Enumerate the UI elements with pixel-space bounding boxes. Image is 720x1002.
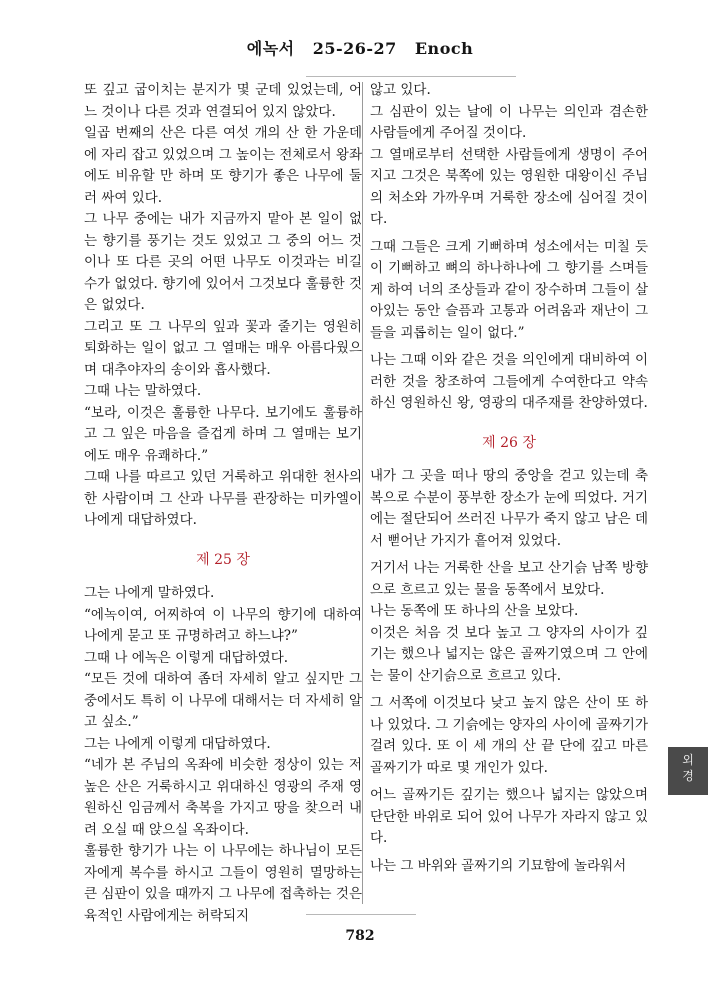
running-header [0, 36, 720, 59]
chapter-heading-26: 제 26 장 [482, 434, 536, 451]
header-title: 에녹서 [246, 39, 295, 58]
paragraph: 그때 나를 따르고 있던 거룩하고 위대한 천사의 한 사람이며 그 산과 나무를 관장하는 미카엘이 나에게 대답하였다. [84, 469, 362, 528]
footer-rule [306, 914, 416, 915]
paragraph: 훌륭한 향기가 나는 이 나무에는 하나님이 모든 자에게 복수를 하시고 그들이 영원히 멸망하는 큰 심판이 있을 때까지 그 나무에 접촉하는 것은 육적인 사람에게는 허락되지 [84, 843, 362, 924]
paragraph: 않고 있다. [370, 82, 431, 98]
chapter-heading-25: 제 25 장 [196, 551, 250, 568]
paragraph: 그때 그들은 크게 기뻐하며 성소에서는 미칠 듯이 기뻐하고 뼈의 하나하나에 그 향기를 스며들게 하여 너의 조상들과 같이 장수하며 그들이 살아있는 동안 슬픔과 고통과 어려움과 재난이 그들을 괴롭히는 일이 없다.” [370, 238, 648, 341]
paragraph: “모든 것에 대하여 좀더 자세히 알고 싶지만 그 중에서도 특히 이 나무에 대해서는 더 자세히 알고 싶소.” [84, 671, 362, 730]
paragraph: 나는 그때 이와 같은 것을 의인에게 대비하여 이러한 것을 창조하여 그들에게 수여한다고 약속하신 영원하신 왕, 영광의 대주재를 찬양하였다. [370, 352, 648, 411]
paragraph: 그는 나에게 말하였다. [84, 585, 215, 601]
paragraph: 그 열매로부터 선택한 사람들에게 생명이 주어지고 그것은 북쪽에 있는 영원한 대왕이신 주님의 처소와 가까우며 거룩한 장소에 심어질 것이다. [370, 146, 648, 227]
right-column [370, 80, 648, 877]
paragraph: 어느 골짜기든 깊기는 했으나 넓지는 않았으며 단단한 바위로 되어 있어 나무가 자라지 않고 있다. [370, 787, 648, 846]
paragraph: “에녹이여, 어찌하여 이 나무의 향기에 대하여 나에게 묻고 또 규명하려고 하느냐?” [84, 606, 362, 644]
paragraph: 거기서 나는 거룩한 산을 보고 산기슭 남쪽 방향으로 흐르고 있는 물을 동쪽에서 보았다. [370, 560, 648, 598]
paragraph: 내가 그 곳을 떠나 땅의 중앙을 걷고 있는데 축복으로 수분이 풍부한 장소가 눈에 띄었다. 거기에는 절단되어 쓰러진 나무가 죽지 않고 남은 데서 뻗어난 가지가 흩어져 있었다. [370, 468, 648, 549]
tab-char: 경 [682, 769, 694, 783]
page-number: 782 [345, 928, 375, 944]
paragraph: “보라, 이것은 훌륭한 나무다. 보기에도 훌륭하고 그 잎은 마음을 즐겁게 하며 그 열매는 보기에도 매우 유쾌하다.” [84, 404, 362, 464]
paragraph: 일곱 번째의 산은 다른 여섯 개의 산 한 가운데에 자리 잡고 있었으며 그 높이는 전체로서 왕좌에도 비유할 만 하며 또 향기가 좋은 나무에 둘러 싸여 있다. [84, 125, 362, 206]
paragraph: 그는 나에게 이렇게 대답하였다. [84, 735, 271, 752]
paragraph: 또 깊고 굽이치는 분지가 몇 군데 있었는데, 어느 것이나 다른 것과 연결되어 있지 않았다. [84, 82, 362, 120]
paragraph: 그때 나는 말하였다. [84, 383, 202, 399]
paragraph: 그리고 또 그 나무의 잎과 꽃과 줄기는 영원히 퇴화하는 일이 없고 그 열매는 매우 아름다웠으며 대추야자의 송이와 흡사했다. [84, 318, 362, 378]
paragraph: 이것은 처음 것 보다 높고 그 양자의 사이가 깊기는 했으나 넓지는 않은 골짜기였으며 그 안에는 물이 산기슭으로 흐르고 있다. [370, 624, 648, 684]
paragraph: 나는 그 바위와 골짜기의 기묘함에 놀라워서 [370, 857, 627, 874]
header-rule [306, 76, 516, 77]
paragraph: 그 심판이 있는 날에 이 나무는 의인과 겸손한 사람들에게 주어질 것이다. [370, 103, 648, 141]
paragraph: “네가 본 주님의 옥좌에 비슷한 정상이 있는 저 높은 산은 거룩하시고 위대하신 영광의 주재 영원하신 임금께서 축복을 가지고 땅을 찾으러 내려 오실 때 앉으실 옥좌이다. [84, 757, 362, 838]
tab-char: 외 [682, 753, 694, 767]
paragraph: 그 서쪽에 이것보다 낮고 높지 않은 산이 또 하나 있었다. 그 기슭에는 양자의 사이에 골짜기가 걸려 있다. 또 이 세 개의 산 끝 단에 깊고 마른 골짜기가 따로 몇 개인가 있다. [370, 695, 648, 776]
paragraph: 그때 나 에녹은 이렇게 대답하였다. [84, 649, 289, 666]
paragraph: 그 나무 중에는 내가 지금까지 맡아 본 일이 없는 향기를 풍기는 것도 있었고 그 중의 어느 것이나 또 다른 곳의 어떤 나무도 이것과는 비길 수가 없었다. 향기에 있어서 그것보다 훌륭한 것은 없었다. [84, 211, 362, 313]
header-chapters: 25-26-27 [312, 39, 397, 58]
column-divider [362, 82, 363, 904]
header-english: Enoch [414, 39, 474, 58]
paragraph: 나는 동쪽에 또 하나의 산을 보았다. [370, 603, 579, 619]
section-thumb-tab [668, 747, 708, 795]
left-column [84, 80, 362, 927]
